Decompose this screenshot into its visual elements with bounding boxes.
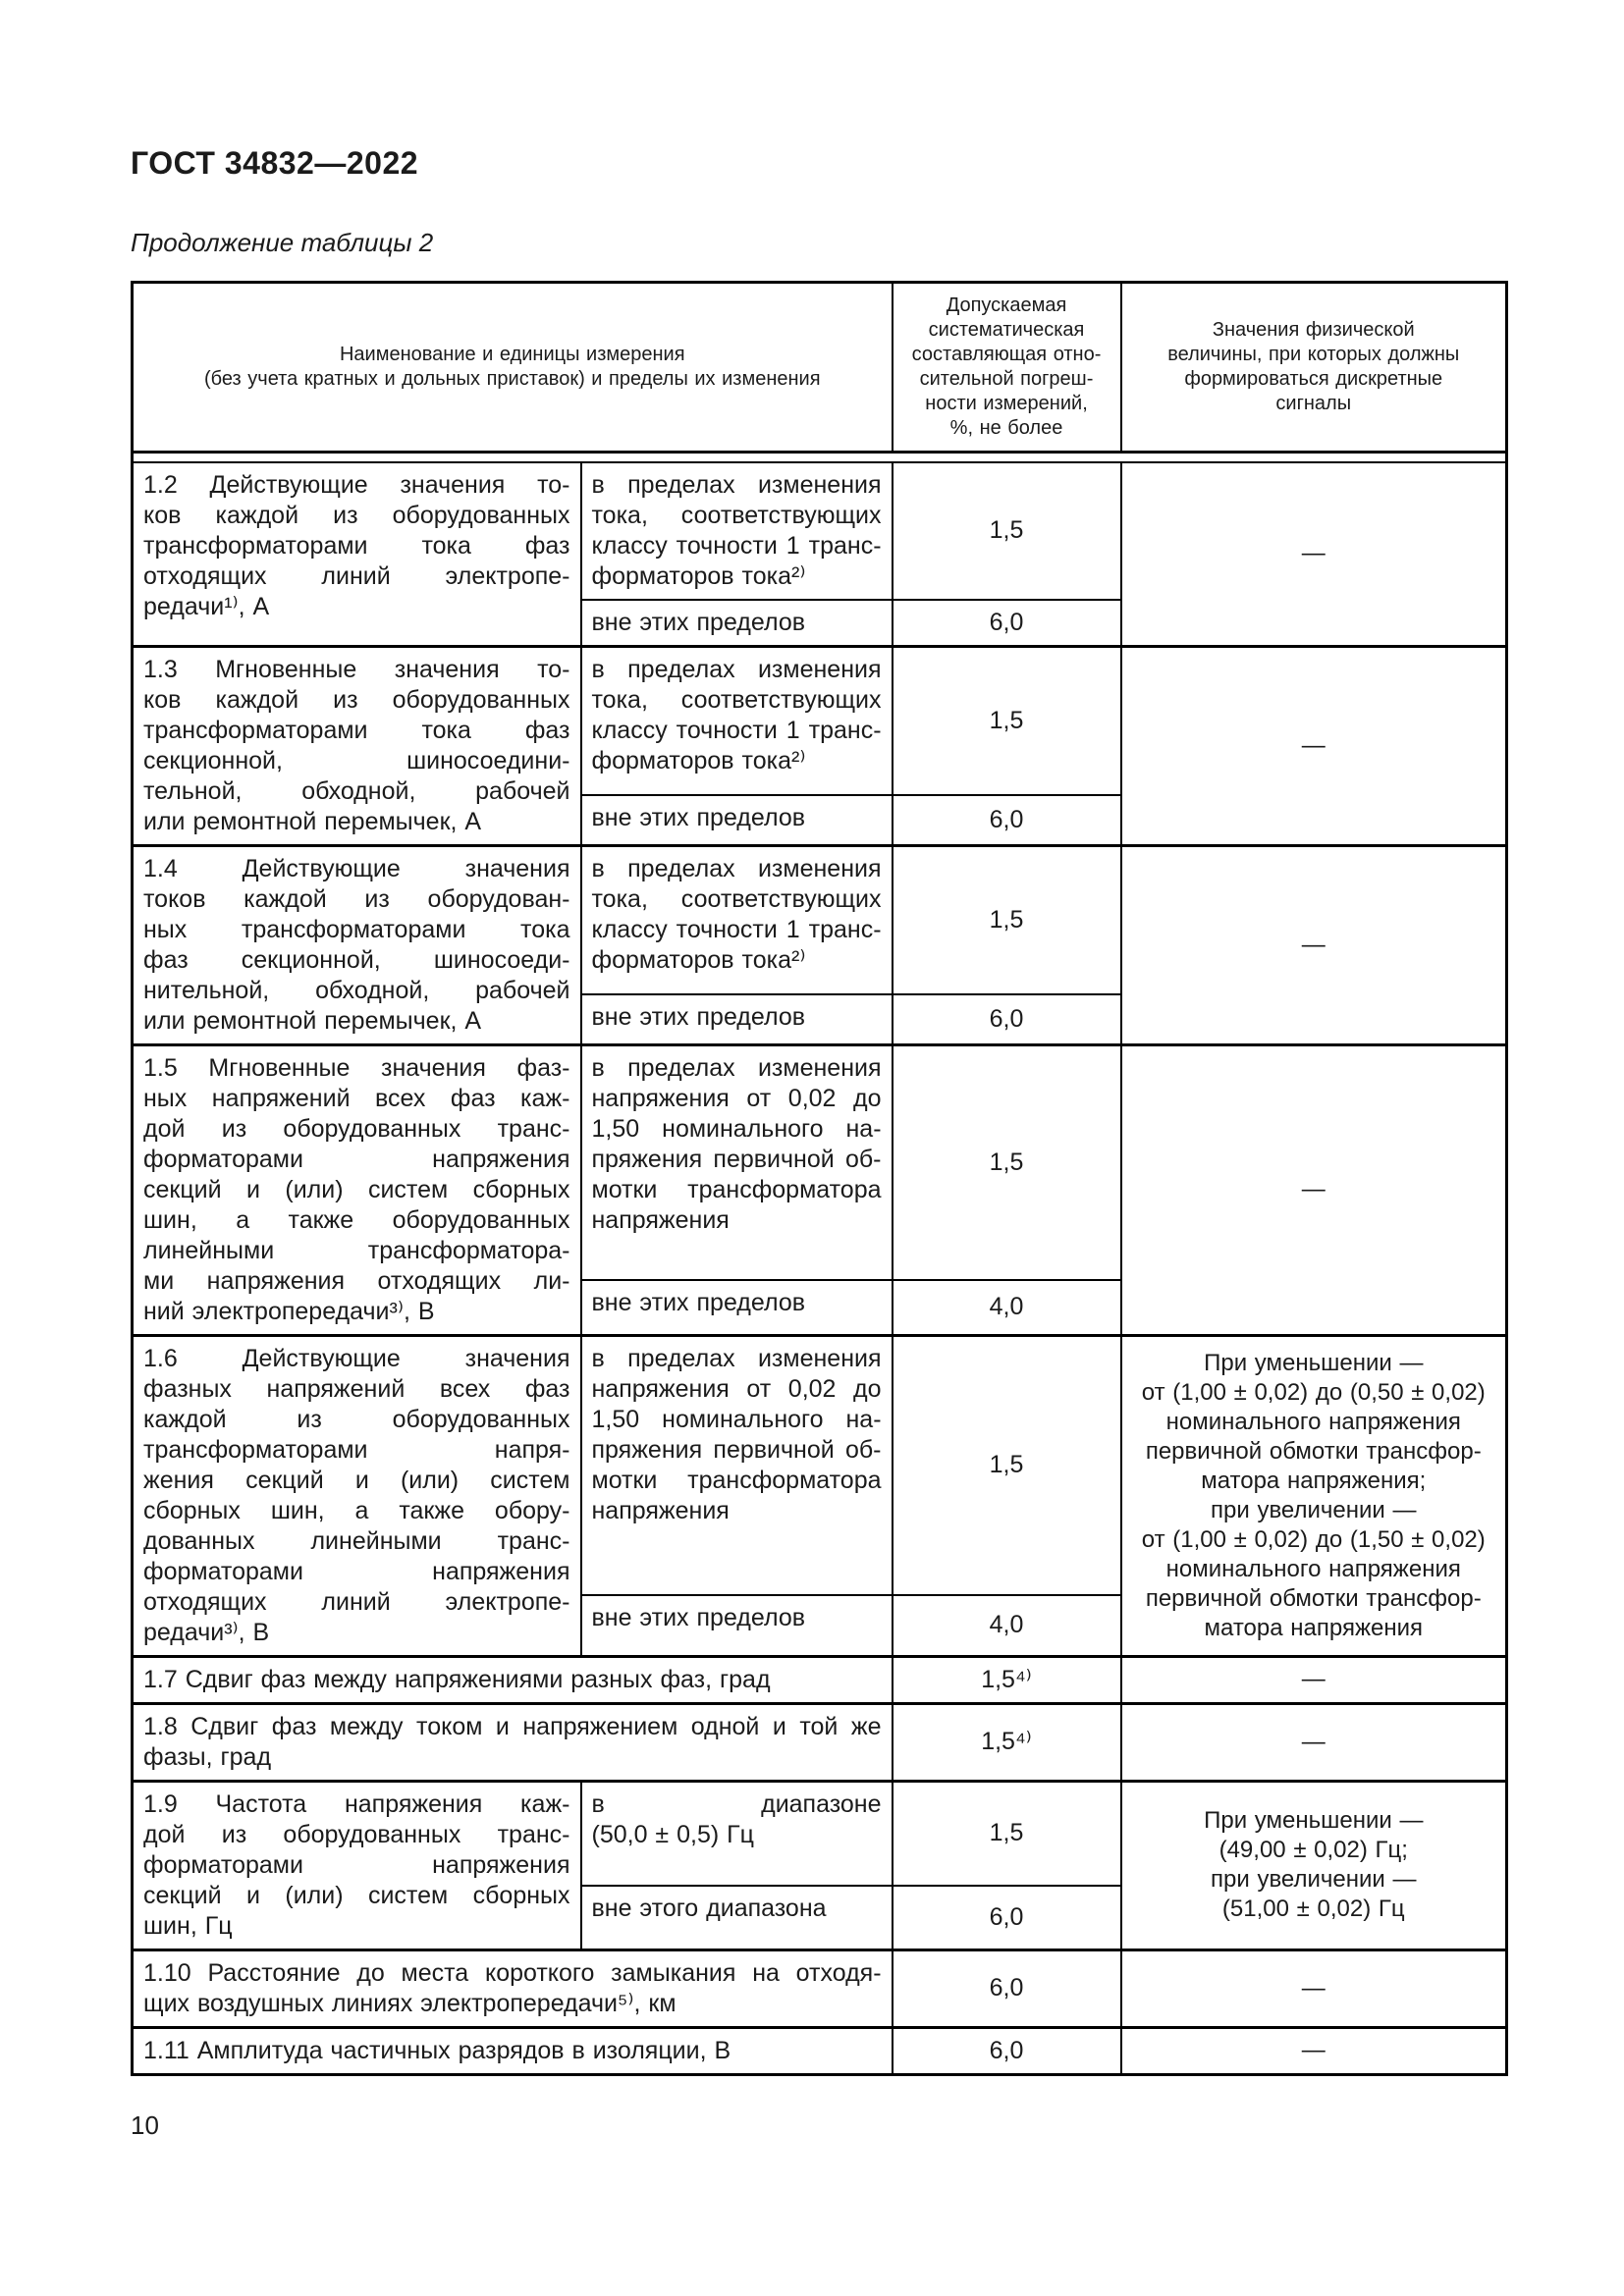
header-error-cell (893, 283, 1121, 453)
error-value-cell: 1,5 (893, 462, 1121, 600)
signal-cell: — (1121, 1949, 1507, 2027)
condition-cell (581, 845, 893, 994)
text-line: щих воздушных линиях электропередачи⁵⁾, км (143, 1989, 677, 2017)
text-line: формироваться дискретные (1184, 368, 1443, 390)
header-signal-cell (1121, 283, 1507, 453)
signal-cell: — (1121, 1703, 1507, 1781)
text-line: дой из оборудованных транс- (143, 1114, 570, 1143)
table-row-1-8 (133, 1703, 1507, 1781)
text-line: (50,0 ± 0,5) Гц (591, 1820, 754, 1848)
text-line: в пределах изменения (591, 655, 882, 683)
error-value-cell: 6,0 (893, 795, 1121, 845)
text-line: напряжения (591, 1205, 730, 1234)
text-line: мотки трансформатора (591, 1466, 882, 1494)
text-line: сительной погреш- (919, 368, 1094, 390)
text-line: 1.3 Мгновенные значения то- (143, 655, 570, 683)
table-row-1-6 (133, 1335, 1507, 1595)
text-line: ний электропередачи³⁾, В (143, 1297, 435, 1325)
text-line: матора напряжения (1204, 1614, 1423, 1641)
condition-cell (581, 646, 893, 795)
text-line: величины, при которых должны (1167, 344, 1460, 365)
header-double-rule (133, 453, 1507, 462)
text-line: форматоров тока²⁾ (591, 746, 806, 774)
text-line: 1,50 номинального на- (591, 1114, 882, 1143)
text-line: (51,00 ± 0,02) Гц (1221, 1896, 1405, 1922)
error-value-cell: 4,0 (893, 1595, 1121, 1656)
text-line: При уменьшении — (1204, 1807, 1424, 1834)
text-line: номинального напряжения (1165, 1555, 1461, 1582)
text-line: ков каждой из оборудованных (143, 501, 570, 529)
condition-cell (581, 1335, 893, 1595)
page-number: 10 (131, 2109, 159, 2140)
text-line: 1.5 Мгновенные значения фаз- (143, 1053, 570, 1082)
text-line: 1.10 Расстояние до места короткого замыкания на отходя- (143, 1958, 882, 1987)
text-line: напряжения (591, 1496, 730, 1524)
text-line: секций и (или) систем сборных (143, 1881, 570, 1909)
text-line: классу точности 1 транс- (591, 716, 882, 744)
text-line: %, не более (949, 417, 1063, 439)
text-line: каждой из оборудованных (143, 1405, 570, 1433)
text-line: ми напряжения отходящих ли- (143, 1266, 570, 1295)
text-line: линейными трансформатора- (143, 1236, 570, 1264)
text-line: 1.2 Действующие значения то- (143, 470, 570, 499)
text-line: фаз секционной, шиносоеди- (143, 945, 570, 974)
text-line: 1.11 Амплитуда частичных разрядов в изоляции, В (143, 2036, 731, 2064)
signal-cell: — (1121, 462, 1507, 647)
text-line: при увеличении — (1211, 1866, 1417, 1893)
text-line: (49,00 ± 0,02) Гц; (1218, 1837, 1408, 1863)
error-value-cell: 1,5⁴⁾ (893, 1656, 1121, 1703)
signal-cell (1121, 1335, 1507, 1656)
table-row-1-5 (133, 1044, 1507, 1280)
name-cell (133, 1949, 893, 2027)
signal-cell: — (1121, 1656, 1507, 1703)
name-cell (133, 1703, 893, 1781)
signal-cell: — (1121, 845, 1507, 1044)
name-cell (133, 2027, 893, 2074)
text-line: 1.6 Действующие значения (143, 1344, 570, 1372)
text-line: в пределах изменения (591, 470, 882, 499)
condition-cell (581, 1044, 893, 1280)
error-value-cell: 6,0 (893, 600, 1121, 647)
text-line: трансформаторами тока фаз (143, 531, 570, 560)
table-caption: Продолжение таблицы 2 (131, 228, 434, 257)
table-row-1-4 (133, 845, 1507, 994)
text-line: ков каждой из оборудованных (143, 685, 570, 714)
text-line: или ремонтной перемычек, А (143, 807, 482, 835)
standard-number: ГОСТ 34832—2022 (131, 145, 419, 181)
text-line: фазных напряжений всех фаз (143, 1374, 570, 1403)
text-line: систематическая (928, 319, 1085, 341)
text-line: при увеличении — (1211, 1496, 1417, 1523)
text-line: мотки трансформатора (591, 1175, 882, 1203)
text-line: от (1,00 ± 0,02) до (1,50 ± 0,02) (1141, 1525, 1486, 1553)
text-line: форматорами напряжения (143, 1557, 570, 1585)
condition-cell (581, 1595, 893, 1656)
text-line: 1.9 Частота напряжения каж- (143, 1789, 570, 1818)
text-line: тока, соответствующих (591, 501, 882, 529)
text-line: первичной обмотки трансфор- (1145, 1437, 1482, 1465)
condition-cell (581, 795, 893, 845)
text-line: ных напряжений всех фаз каж- (143, 1084, 570, 1112)
text-line: вне этих пределов (591, 608, 806, 636)
table-row-1-2 (133, 462, 1507, 600)
text-line: в пределах изменения (591, 1344, 882, 1372)
error-value-cell: 1,5 (893, 1781, 1121, 1886)
text-line: составляющая отно- (911, 344, 1102, 365)
text-line: трансформаторами напря- (143, 1435, 570, 1464)
text-line: в диапазоне (591, 1789, 882, 1818)
table-row-1-11 (133, 2027, 1507, 2074)
text-line: от (1,00 ± 0,02) до (0,50 ± 0,02) (1141, 1378, 1486, 1406)
text-line: Значения физической (1212, 319, 1415, 341)
text-line: первичной обмотки трансфор- (1145, 1584, 1482, 1612)
text-line: номинального напряжения (1165, 1408, 1461, 1435)
table-row-1-7 (133, 1656, 1507, 1703)
signal-cell: — (1121, 646, 1507, 845)
error-value-cell: 1,5 (893, 1044, 1121, 1280)
text-line: тока, соответствующих (591, 685, 882, 714)
text-line: тока, соответствующих (591, 884, 882, 913)
text-line: шин, Гц (143, 1911, 233, 1940)
error-value-cell: 1,5 (893, 845, 1121, 994)
error-value-cell: 6,0 (893, 994, 1121, 1044)
header-name-cell (133, 283, 893, 453)
text-line: секций и (или) систем сборных (143, 1175, 570, 1203)
measurement-table (131, 281, 1508, 2076)
text-line: сигналы (1275, 393, 1352, 414)
text-line: вне этого диапазона (591, 1895, 827, 1923)
signal-cell (1121, 1781, 1507, 1949)
text-line: матора напряжения; (1201, 1467, 1427, 1494)
text-line: форматорами напряжения (143, 1145, 570, 1173)
text-line: в пределах изменения (591, 854, 882, 882)
text-line: редачи³⁾, В (143, 1618, 270, 1646)
text-line: редачи¹⁾, А (143, 592, 270, 620)
text-line: ности измерений, (925, 393, 1088, 414)
signal-cell: — (1121, 1044, 1507, 1335)
condition-cell (581, 1280, 893, 1335)
text-line: пряжения первичной об- (591, 1435, 882, 1464)
condition-cell (581, 600, 893, 647)
table-header-row (133, 283, 1507, 453)
text-line: вне этих пределов (591, 1002, 806, 1031)
text-line: в пределах изменения (591, 1053, 882, 1082)
text-line: тельной, обходной, рабочей (143, 776, 570, 805)
text-line: дованных линейными транс- (143, 1526, 570, 1555)
error-value-cell: 1,5⁴⁾ (893, 1703, 1121, 1781)
text-line: или ремонтной перемычек, А (143, 1006, 482, 1035)
text-line: трансформаторами тока фаз (143, 716, 570, 744)
condition-cell (581, 462, 893, 600)
table-row-1-10 (133, 1949, 1507, 2027)
text-line: (без учета кратных и дольных приставок) и пределы их изменения (203, 368, 821, 390)
text-line: секционной, шиносоедини- (143, 746, 570, 774)
text-line: жения секций и (или) систем (143, 1466, 570, 1494)
error-value-cell: 1,5 (893, 1335, 1121, 1595)
table-row-1-9 (133, 1781, 1507, 1886)
text-line: вне этих пределов (591, 803, 806, 831)
text-line: форматорами напряжения (143, 1850, 570, 1879)
text-line: отходящих линий электропе- (143, 1587, 570, 1616)
condition-cell (581, 1886, 893, 1949)
signal-cell: — (1121, 2027, 1507, 2074)
text-line: фазы, град (143, 1742, 272, 1771)
error-value-cell: 6,0 (893, 2027, 1121, 2074)
error-value-cell: 1,5 (893, 646, 1121, 795)
error-value-cell: 6,0 (893, 1886, 1121, 1949)
text-line: классу точности 1 транс- (591, 531, 882, 560)
text-line: 1,50 номинального на- (591, 1405, 882, 1433)
text-line: 1.8 Сдвиг фаз между током и напряжением одной и той же (143, 1712, 882, 1740)
text-line: 1.7 Сдвиг фаз между напряжениями разных фаз, град (143, 1665, 771, 1693)
name-cell (133, 1044, 581, 1335)
text-line: При уменьшении — (1204, 1349, 1424, 1376)
text-line: 1.4 Действующие значения (143, 854, 570, 882)
text-line: отходящих линий электропе- (143, 561, 570, 590)
name-cell (133, 1335, 581, 1656)
text-line: вне этих пределов (591, 1603, 806, 1631)
text-line: напряжения от 0,02 до (591, 1084, 882, 1112)
text-line: ных трансформаторами тока (143, 915, 570, 943)
condition-cell (581, 994, 893, 1044)
name-cell (133, 462, 581, 647)
name-cell (133, 1781, 581, 1949)
text-line: сборных шин, а также обору- (143, 1496, 570, 1524)
name-cell (133, 1656, 893, 1703)
name-cell (133, 845, 581, 1044)
text-line: Наименование и единицы измерения (339, 344, 685, 365)
text-line: вне этих пределов (591, 1288, 806, 1316)
text-line: шин, а также оборудованных (143, 1205, 570, 1234)
text-line: Допускаемая (946, 294, 1067, 316)
text-line: нительной, обходной, рабочей (143, 976, 570, 1004)
error-value-cell: 6,0 (893, 1949, 1121, 2027)
text-line: форматоров тока²⁾ (591, 561, 806, 590)
table-row-1-3 (133, 646, 1507, 795)
text-line: токов каждой из оборудован- (143, 884, 570, 913)
text-line: напряжения от 0,02 до (591, 1374, 882, 1403)
condition-cell (581, 1781, 893, 1886)
text-line: пряжения первичной об- (591, 1145, 882, 1173)
name-cell (133, 646, 581, 845)
error-value-cell: 4,0 (893, 1280, 1121, 1335)
text-line: форматоров тока²⁾ (591, 945, 806, 974)
text-line: классу точности 1 транс- (591, 915, 882, 943)
text-line: дой из оборудованных транс- (143, 1820, 570, 1848)
